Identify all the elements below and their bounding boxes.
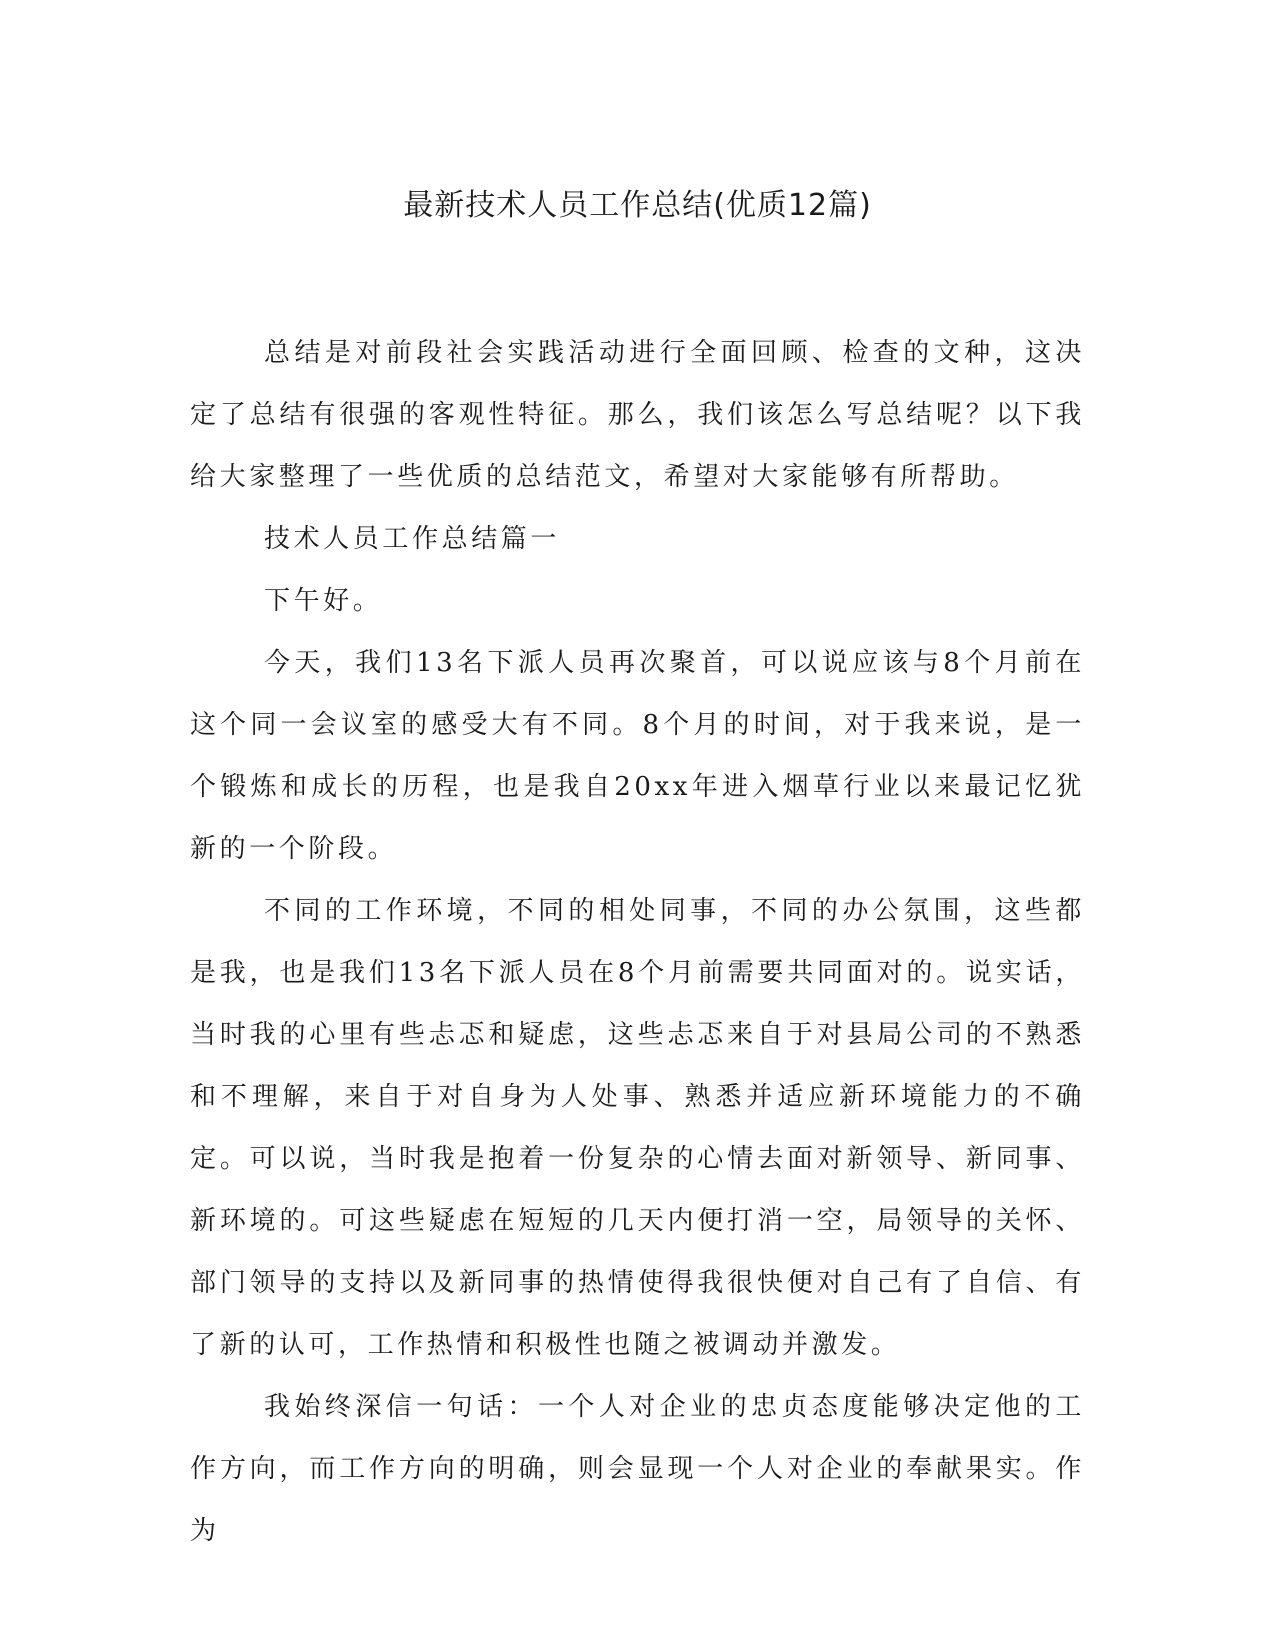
intro-paragraph: 总结是对前段社会实践活动进行全面回顾、检查的文种，这决定了总结有很强的客观性特征。那么，我们该怎么写总结呢？以下我给大家整理了一些优质的总结范文，希望对大家能够有所帮助。	[190, 338, 1085, 492]
document-title: 最新技术人员工作总结(优质12篇)	[403, 188, 872, 223]
document-body	[190, 322, 1085, 1562]
body-paragraph: 今天，我们13名下派人员再次聚首，可以说应该与8个月前在这个同一会议室的感受大有不同。8个月的时间，对于我来说，是一个锻炼和成长的历程，也是我自20xx年进入烟草行业以来最记忆犹新的一个阶段。	[190, 648, 1085, 864]
greeting-paragraph: 下午好。	[264, 586, 383, 616]
body-paragraph: 不同的工作环境，不同的相处同事，不同的办公氛围，这些都是我，也是我们13名下派人员在8个月前需要共同面对的。说实话，当时我的心里有些忐忑和疑虑，这些忐忑来自于对县局公司的不熟悉和不理解，来自于对自身为人处事、熟悉并适应新环境能力的不确定。可以说，当时我是抱着一份复杂的心情去面对新领导、新同事、新环境的。可这些疑虑在短短的几天内便打消一空，局领导的关怀、部门领导的支持以及新同事的热情使得我很快便对自己有了自信、有了新的认可，工作热情和积极性也随之被调动并激发。	[190, 896, 1085, 1360]
body-paragraph: 我始终深信一句话：一个人对企业的忠贞态度能够决定他的工作方向，而工作方向的明确，则会显现一个人对企业的奉献果实。作为	[190, 1392, 1085, 1546]
section-heading: 技术人员工作总结篇一	[264, 524, 561, 554]
